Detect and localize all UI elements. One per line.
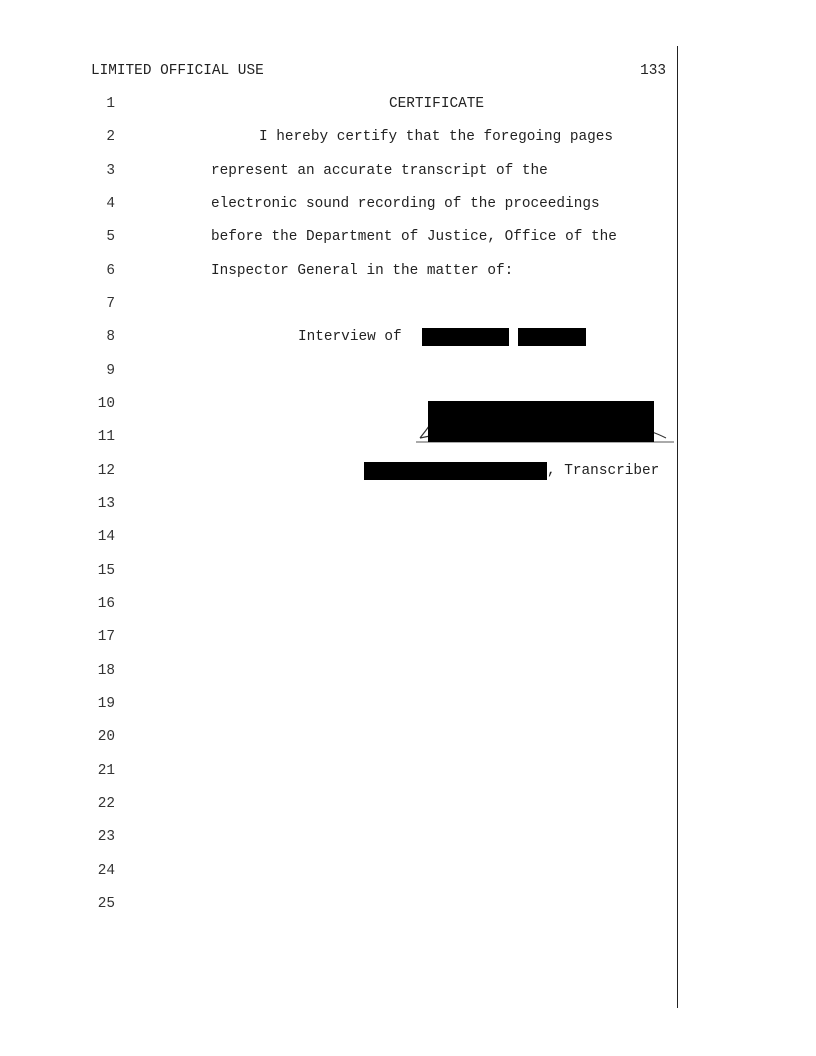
line-number: 18 [97, 663, 115, 679]
line-number: 25 [97, 896, 115, 912]
line-number: 19 [97, 696, 115, 712]
line-number: 7 [106, 296, 115, 312]
line-number: 4 [106, 196, 115, 212]
line-number: 10 [97, 396, 115, 412]
right-margin-rule [677, 46, 678, 1008]
certification-text-line: represent an accurate transcript of the [211, 163, 548, 179]
redaction-box [364, 462, 547, 480]
line-number: 12 [97, 463, 115, 479]
page-number: 133 [640, 63, 666, 79]
line-number: 22 [97, 796, 115, 812]
line-number: 2 [106, 129, 115, 145]
certificate-title: CERTIFICATE [389, 96, 484, 112]
certification-text-line: electronic sound recording of the proceedings [211, 196, 600, 212]
certification-text-line: I hereby certify that the foregoing pages [259, 129, 614, 145]
transcriber-label: , Transcriber [547, 463, 660, 479]
line-number: 16 [97, 596, 115, 612]
line-number: 11 [97, 429, 115, 445]
line-number: 8 [106, 329, 115, 345]
line-number: 3 [106, 163, 115, 179]
certification-text-line: before the Department of Justice, Office of the [211, 229, 617, 245]
line-number: 23 [97, 829, 115, 845]
line-number: 21 [97, 763, 115, 779]
line-number: 6 [106, 263, 115, 279]
classification-header: LIMITED OFFICIAL USE [91, 63, 264, 79]
line-number: 5 [106, 229, 115, 245]
line-number: 15 [97, 563, 115, 579]
interview-of-label: Interview of [298, 329, 402, 345]
redaction-box [422, 328, 509, 346]
signature-redaction [428, 401, 654, 442]
line-number: 14 [97, 529, 115, 545]
line-number: 20 [97, 729, 115, 745]
redaction-box [518, 328, 586, 346]
line-number: 13 [97, 496, 115, 512]
certification-text-line: Inspector General in the matter of: [211, 263, 514, 279]
line-number: 17 [97, 629, 115, 645]
line-number: 1 [106, 96, 115, 112]
line-number: 9 [106, 363, 115, 379]
line-number: 24 [97, 863, 115, 879]
